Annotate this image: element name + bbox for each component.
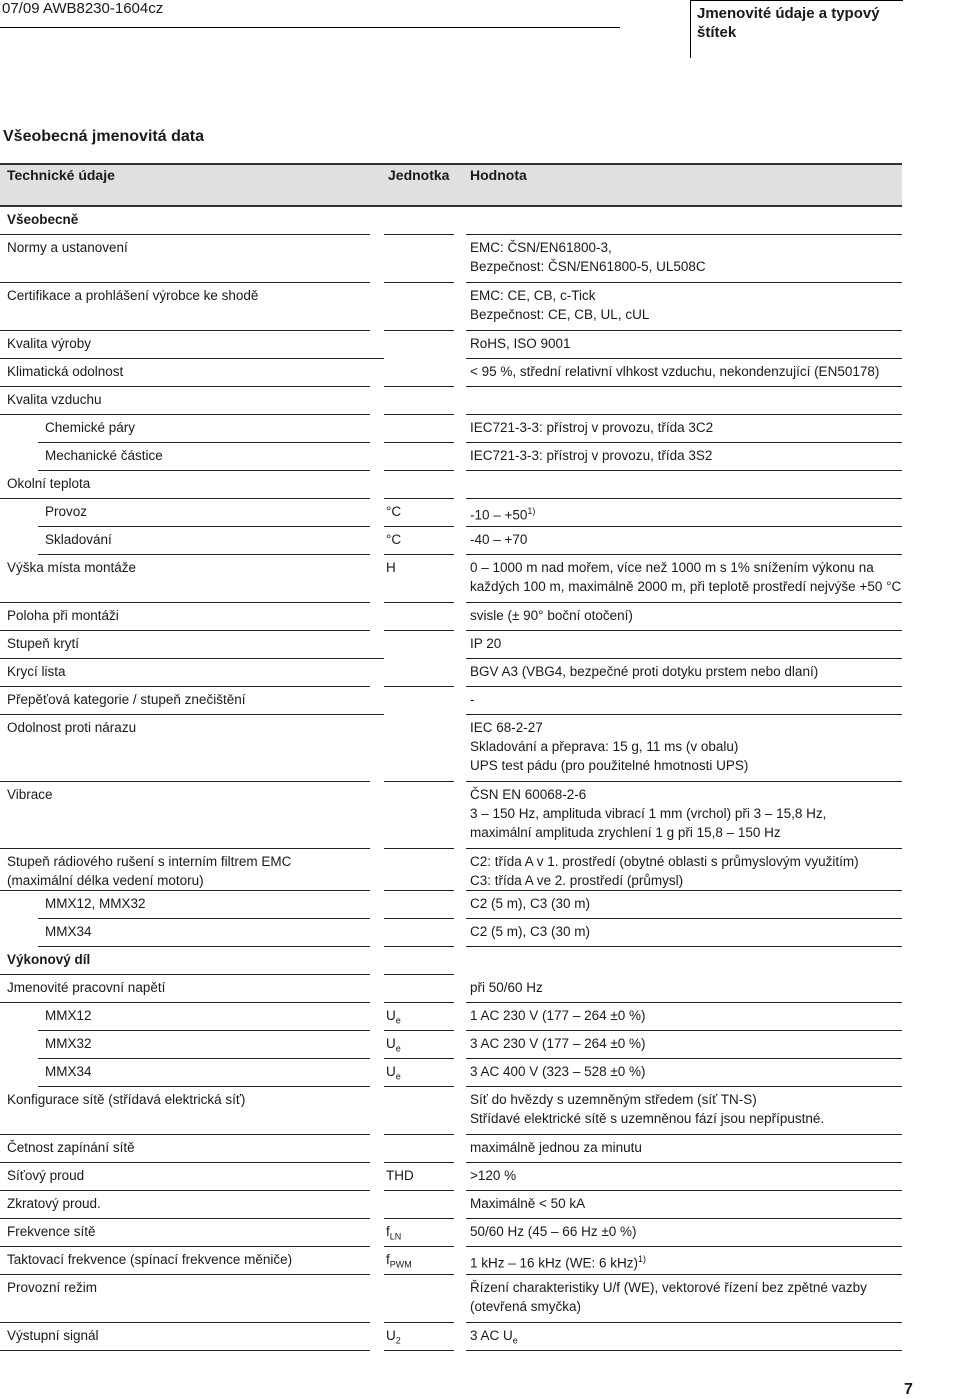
- row-label-line: Kvalita výroby: [7, 336, 92, 351]
- row-value-text: Maximálně < 50 kA: [470, 1196, 586, 1211]
- row-value: [466, 1163, 902, 1191]
- table-row: [0, 1003, 902, 1031]
- row-unit: [384, 1247, 454, 1275]
- row-value-text: -10 – +50: [470, 507, 528, 523]
- row-value-line: [470, 1278, 902, 1297]
- row-value-text: C2 (5 m), C3 (30 m): [470, 924, 591, 939]
- row-unit: [384, 359, 454, 387]
- row-value-text: svisle (± 90° boční otočení): [470, 608, 633, 623]
- row-value-line: [470, 418, 902, 437]
- row-label: [38, 499, 370, 527]
- row-value-text: maximální amplituda zrychlení 1 g při 15,8 – 150 Hz: [470, 825, 781, 840]
- table-row: [0, 359, 902, 387]
- row-value-line: [470, 804, 902, 823]
- header-title-box: [690, 0, 903, 58]
- row-label: [38, 415, 370, 443]
- row-label-line: Výkonový díl: [7, 952, 91, 967]
- row-label: [0, 659, 370, 687]
- row-value-text: C2 (5 m), C3 (30 m): [470, 896, 591, 911]
- header-rule: [0, 27, 620, 28]
- row-label-line: Provozní režim: [7, 1280, 98, 1295]
- row-value-line: [470, 1062, 902, 1081]
- row-value-line: [470, 1090, 902, 1109]
- row-value-line: [470, 1194, 902, 1213]
- row-value-text: IEC 68-2-27: [470, 720, 543, 735]
- row-unit: [384, 1275, 454, 1323]
- row-value-line: [470, 257, 902, 276]
- row-label: [0, 207, 370, 235]
- row-label: [0, 715, 370, 782]
- row-label-line: Přepěťová kategorie / stupeň znečištění: [7, 692, 246, 707]
- row-unit-subscript: e: [395, 1071, 401, 1082]
- row-value-line: [470, 823, 902, 842]
- row-unit: [384, 975, 454, 1003]
- row-label: [0, 387, 370, 415]
- row-value: [466, 849, 902, 891]
- row-value-line: [470, 1006, 902, 1025]
- table-header-top-rule: [0, 163, 902, 165]
- row-label: [0, 687, 384, 715]
- table-row: [0, 555, 902, 603]
- row-unit: [384, 443, 454, 471]
- row-label-line: Výška místa montáže: [7, 560, 137, 575]
- row-value-line: [470, 334, 902, 353]
- row-unit: [384, 207, 454, 235]
- row-value-line: [470, 558, 902, 577]
- row-value-text: UPS test pádu (pro použitelné hmotnosti UPS): [470, 758, 749, 773]
- row-value-line: [470, 1138, 902, 1157]
- row-unit: [384, 471, 454, 499]
- row-label-line: Taktovací frekvence (spínací frekvence měniče): [7, 1252, 293, 1267]
- row-value: [466, 1323, 902, 1351]
- row-value-text: IP 20: [470, 636, 502, 651]
- row-label-line: Chemické páry: [45, 420, 136, 435]
- row-label-line: Četnost zapínání sítě: [7, 1140, 135, 1155]
- row-value-line: [470, 718, 902, 737]
- row-value: [466, 715, 902, 782]
- row-unit: [384, 603, 454, 631]
- table-row: [0, 1219, 902, 1247]
- row-value: [466, 1003, 902, 1031]
- row-value-text: < 95 %, střední relativní vlhkost vzduchu, nekondenzující (EN50178): [470, 364, 880, 379]
- row-value-line: [470, 871, 902, 890]
- page-number: 7: [904, 1381, 913, 1398]
- row-label: [0, 1135, 370, 1163]
- row-value: [466, 1191, 902, 1219]
- row-unit: [384, 1087, 454, 1135]
- row-unit: [384, 283, 454, 331]
- row-label-line: Klimatická odolnost: [7, 364, 124, 379]
- row-value: [466, 1219, 902, 1247]
- row-unit-text: f: [386, 1224, 390, 1239]
- row-unit: [384, 849, 454, 891]
- row-unit: [384, 715, 454, 782]
- row-value-line: [470, 1222, 902, 1241]
- row-label-line: Kvalita vzduchu: [7, 392, 102, 407]
- row-unit-subscript: e: [395, 1043, 401, 1054]
- row-value-footnote: 1): [638, 1254, 647, 1264]
- row-label-line: Výstupní signál: [7, 1328, 99, 1343]
- row-label: [38, 443, 370, 471]
- row-value-footnote: 1): [527, 506, 536, 516]
- row-value-line: [470, 238, 902, 257]
- table-row: [0, 947, 902, 975]
- table-row: [0, 891, 902, 919]
- row-value-line: [470, 662, 902, 681]
- table-row: [0, 1163, 902, 1191]
- row-value: [466, 603, 902, 631]
- table-row: [0, 207, 902, 235]
- document-id: 07/09 AWB8230-1604cz: [2, 0, 164, 17]
- row-value-text: 3 – 150 Hz, amplituda vibrací 1 mm (vrchol) při 3 – 15,8 Hz,: [470, 806, 827, 821]
- row-value-text: EMC: CE, CB, c-Tick: [470, 288, 596, 303]
- row-value: [466, 555, 902, 603]
- row-value-line: [470, 1034, 902, 1053]
- table-row: [0, 603, 902, 631]
- row-value: [466, 527, 902, 555]
- row-label: [0, 947, 370, 975]
- row-value-text: 3 AC 230 V (177 – 264 ±0 %): [470, 1036, 646, 1051]
- table-row: [0, 527, 902, 555]
- row-value-text: -40 – +70: [470, 532, 528, 547]
- row-value: [466, 1135, 902, 1163]
- row-value: [466, 782, 902, 849]
- row-label: [0, 631, 384, 659]
- table-row: [0, 1191, 902, 1219]
- row-unit-text: U: [386, 1036, 396, 1051]
- row-label-line: Provoz: [45, 504, 88, 519]
- row-unit: [384, 387, 454, 415]
- row-unit-text: f: [386, 1252, 390, 1267]
- row-value-text: C3: třída A ve 2. prostředí (průmysl): [470, 873, 684, 888]
- row-value-line: [470, 286, 902, 305]
- table-row: [0, 919, 902, 947]
- row-unit: [384, 1059, 454, 1087]
- table-row: [0, 687, 902, 715]
- row-value: [466, 919, 902, 947]
- table-row: [0, 715, 902, 782]
- table-row: [0, 1247, 902, 1275]
- row-label: [0, 555, 370, 603]
- row-label: [0, 1163, 370, 1191]
- row-unit: [384, 659, 454, 687]
- row-value-line: [470, 756, 902, 775]
- row-value: [466, 687, 902, 715]
- row-value-line: [470, 1166, 902, 1185]
- table-row: [0, 387, 902, 415]
- column-header-value: Hodnota: [470, 167, 527, 183]
- table-row: [0, 849, 902, 891]
- row-unit: [384, 947, 454, 975]
- row-unit-text: U: [386, 1064, 396, 1079]
- row-label: [0, 1247, 370, 1275]
- row-label-line: MMX34: [45, 924, 92, 939]
- row-unit-subscript: PWM: [389, 1259, 412, 1270]
- row-value-text: BGV A3 (VBG4, bezpečné proti dotyku prstem nebo dlaní): [470, 664, 819, 679]
- column-header-technical: Technické údaje: [7, 167, 115, 183]
- row-value-text: Bezpečnost: ČSN/EN61800-5, UL508C: [470, 259, 706, 274]
- table-row: [0, 443, 902, 471]
- table-row: [0, 499, 902, 527]
- row-value-line: [470, 502, 902, 525]
- row-value-text: maximálně jednou za minutu: [470, 1140, 642, 1155]
- row-label-line: Konfigurace sítě (střídavá elektrická síť): [7, 1092, 246, 1107]
- row-value-line: [470, 530, 902, 549]
- table-row: [0, 631, 902, 659]
- row-value-line: [470, 305, 902, 324]
- row-label: [0, 975, 370, 1003]
- row-label-line: MMX12: [45, 1008, 92, 1023]
- row-unit-text: U: [386, 1328, 396, 1343]
- row-unit-text: U: [386, 1008, 396, 1023]
- row-label-line: MMX12, MMX32: [45, 896, 146, 911]
- row-label: [0, 1275, 370, 1323]
- row-label: [38, 1031, 370, 1059]
- row-unit: [384, 1135, 454, 1163]
- row-value-text: Skladování a přeprava: 15 g, 11 ms (v obalu): [470, 739, 739, 754]
- row-unit-text: THD: [386, 1168, 414, 1183]
- table-row: [0, 659, 902, 687]
- row-label-line: (maximální délka vedení motoru): [7, 873, 204, 888]
- row-value: [466, 659, 902, 687]
- row-label: [0, 1191, 370, 1219]
- row-label: [0, 1087, 370, 1135]
- row-value-line: [470, 634, 902, 653]
- row-value-text: EMC: ČSN/EN61800-3,: [470, 240, 612, 255]
- table-row: [0, 1031, 902, 1059]
- row-value-text: při 50/60 Hz: [470, 980, 543, 995]
- row-value: [466, 283, 902, 331]
- row-value: [466, 1031, 902, 1059]
- table-row: [0, 1135, 902, 1163]
- row-label: [0, 471, 370, 499]
- row-value-line: [470, 606, 902, 625]
- row-value: [466, 443, 902, 471]
- row-unit: [384, 1031, 454, 1059]
- row-label: [38, 891, 370, 919]
- row-value: [466, 891, 902, 919]
- row-label-line: Krycí lista: [7, 664, 66, 679]
- row-label-line: Okolní teplota: [7, 476, 91, 491]
- table-row: [0, 1323, 902, 1351]
- row-value: [466, 207, 902, 235]
- row-label: [0, 331, 384, 359]
- row-value: [466, 235, 902, 283]
- row-label-line: Jmenovité pracovní napětí: [7, 980, 166, 995]
- row-label: [0, 603, 370, 631]
- row-label-line: Stupeň krytí: [7, 636, 80, 651]
- row-label-line: Síťový proud: [7, 1168, 85, 1183]
- row-value-text: 1 kHz – 16 kHz (WE: 6 kHz): [470, 1255, 639, 1271]
- row-value-line: [470, 1326, 902, 1351]
- row-label-line: MMX32: [45, 1036, 92, 1051]
- row-unit-text: °C: [386, 504, 402, 519]
- row-label: [38, 1003, 370, 1031]
- row-unit: [384, 1163, 454, 1191]
- row-unit: [384, 555, 454, 603]
- table-row: [0, 331, 902, 359]
- row-value-text: každých 100 m, maximálně 2000 m, při teplotě prostředí nejvýše +50 °C: [470, 579, 902, 594]
- row-value: [466, 387, 902, 415]
- row-value: [466, 331, 902, 359]
- row-label: [0, 1219, 370, 1247]
- row-value-line: [470, 577, 902, 596]
- row-value-text: Bezpečnost: CE, CB, UL, cUL: [470, 307, 650, 322]
- row-value: [466, 415, 902, 443]
- table-row: [0, 1275, 902, 1323]
- row-value-text: IEC721-3-3: přístroj v provozu, třída 3C2: [470, 420, 714, 435]
- row-unit-subscript: 2: [395, 1335, 401, 1346]
- row-unit-subscript: LN: [389, 1231, 402, 1242]
- row-value-text: Řízení charakteristiky U/f (WE), vektorové řízení bez zpětné vazby: [470, 1280, 867, 1295]
- row-value: [466, 471, 902, 499]
- row-unit: [384, 891, 454, 919]
- row-value-text: (otevřená smyčka): [470, 1299, 582, 1314]
- row-value: [466, 359, 902, 387]
- row-value: [466, 1059, 902, 1087]
- row-value-line: [470, 922, 902, 941]
- row-value-text: 50/60 Hz (45 – 66 Hz ±0 %): [470, 1224, 637, 1239]
- row-value: [466, 1275, 902, 1323]
- row-label: [0, 782, 370, 849]
- row-value-line: [470, 1250, 902, 1273]
- row-label-line: Odolnost proti nárazu: [7, 720, 137, 735]
- row-value: [466, 1087, 902, 1135]
- row-label: [0, 1323, 370, 1351]
- row-value: [466, 499, 902, 527]
- row-value: [466, 947, 902, 975]
- row-unit: [384, 919, 454, 947]
- row-value: [466, 1247, 902, 1275]
- row-unit-text: H: [386, 560, 396, 575]
- row-value-line: [470, 446, 902, 465]
- section-title: Všeobecná jmenovitá data: [3, 128, 204, 145]
- row-value-text: RoHS, ISO 9001: [470, 336, 571, 351]
- row-unit: [384, 782, 454, 849]
- row-label-line: Stupeň rádiového rušení s interním filtrem EMC: [7, 854, 292, 869]
- row-value-text: 1 AC 230 V (177 – 264 ±0 %): [470, 1008, 646, 1023]
- row-value-text: 3 AC 400 V (323 – 528 ±0 %): [470, 1064, 646, 1079]
- row-value-text: IEC721-3-3: přístroj v provozu, třída 3S2: [470, 448, 713, 463]
- row-unit: [384, 415, 454, 443]
- row-label: [38, 1059, 370, 1087]
- row-value-line: [470, 785, 902, 804]
- row-value-line: [470, 690, 902, 709]
- row-unit: [384, 1003, 454, 1031]
- table-row: [0, 235, 902, 283]
- table-row: [0, 415, 902, 443]
- table-row: [0, 1087, 902, 1135]
- header-title: Jmenovité údaje a typový štítek: [697, 5, 880, 41]
- table-row: [0, 1059, 902, 1087]
- row-label-line: Normy a ustanovení: [7, 240, 128, 255]
- table-header: [0, 163, 902, 206]
- row-value-line: [470, 978, 902, 997]
- row-label-line: Frekvence sítě: [7, 1224, 96, 1239]
- row-label: [0, 849, 370, 891]
- row-unit-text: °C: [386, 532, 402, 547]
- row-label: [0, 235, 370, 283]
- row-value-line: [470, 1297, 902, 1316]
- table-row: [0, 782, 902, 849]
- row-label-line: Skladování: [45, 532, 112, 547]
- row-value: [466, 631, 902, 659]
- row-label: [38, 919, 370, 947]
- row-label-line: Mechanické částice: [45, 448, 163, 463]
- row-value-line: [470, 894, 902, 913]
- row-value-subscript: e: [512, 1335, 518, 1346]
- row-unit: [384, 235, 454, 283]
- row-unit: [384, 1219, 454, 1247]
- row-value-line: [470, 1109, 902, 1128]
- row-value-line: [470, 737, 902, 756]
- row-label: [0, 359, 370, 387]
- row-value: [466, 975, 902, 1003]
- row-label-line: Vibrace: [7, 787, 53, 802]
- table-row: [0, 975, 902, 1003]
- row-value-line: [470, 852, 902, 871]
- row-value-text: 3 AC U: [470, 1328, 513, 1343]
- row-label: [38, 527, 370, 555]
- row-value-line: [470, 362, 902, 381]
- row-unit-subscript: e: [395, 1015, 401, 1026]
- row-value-text: C2: třída A v 1. prostředí (obytné oblasti s průmyslovým využitím): [470, 854, 859, 869]
- row-unit: [384, 499, 454, 527]
- row-label-line: Zkratový proud.: [7, 1196, 101, 1211]
- row-value-text: ČSN EN 60068-2-6: [470, 787, 587, 802]
- row-label-line: Všeobecně: [7, 212, 79, 227]
- row-label-line: Certifikace a prohlášení výrobce ke shodě: [7, 288, 259, 303]
- row-unit: [384, 1191, 454, 1219]
- table-row: [0, 471, 902, 499]
- column-header-unit: Jednotka: [388, 167, 450, 183]
- table-row: [0, 283, 902, 331]
- row-label-line: Poloha při montáži: [7, 608, 119, 623]
- row-value-text: -: [470, 692, 475, 707]
- row-unit: [384, 1323, 454, 1351]
- row-value-text: 0 – 1000 m nad mořem, více než 1000 m s 1% snížením výkonu na: [470, 560, 874, 575]
- row-value-text: Síť do hvězdy s uzemněným středem (síť TN-S): [470, 1092, 757, 1107]
- row-unit: [384, 527, 454, 555]
- row-label: [0, 283, 370, 331]
- row-value-text: Střídavé elektrické sítě s uzemněnou fází jsou nepřípustné.: [470, 1111, 825, 1126]
- row-label-line: MMX34: [45, 1064, 92, 1079]
- row-value-text: >120 %: [470, 1168, 517, 1183]
